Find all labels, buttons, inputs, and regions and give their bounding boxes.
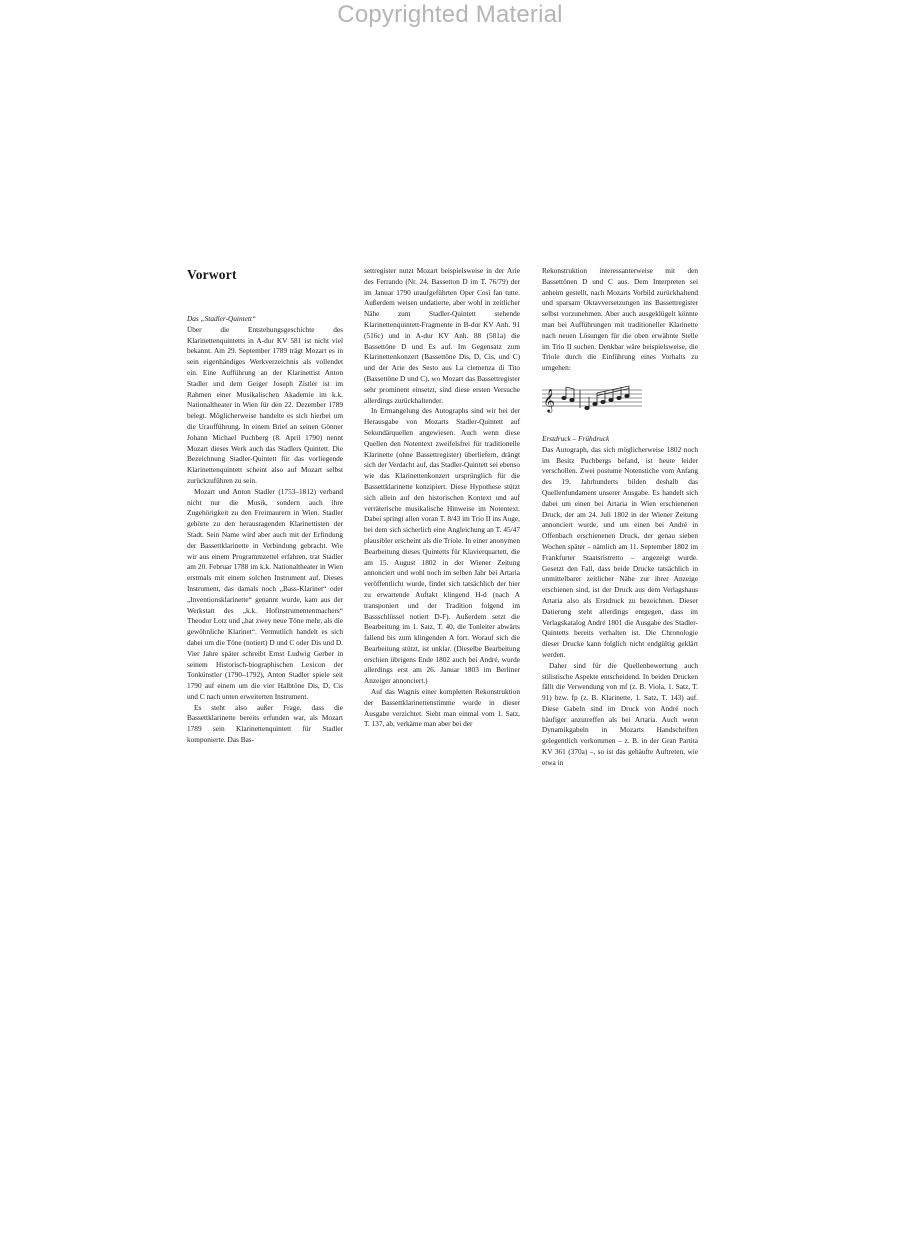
paragraph: Das Autograph, das sich möglicherweise 1802 noch im Besitz Puchbergs befand, ist heute leider verschollen. Zwei postume Notenstiche vom Anfang des 19. Jahrhunderts bilden deshalb das Quellenfundament unserer Ausgabe. Es handelt sich dabei um einen bei Artaria in Wien erschienenen Druck, der am 24. Juli 1802 in der Wiener Zeitung annonciert wurde, und um einen bei André in Offenbach erschienenen Druck, der genau sieben Wochen später – nämlich am 11. September 1802 im Frankfurter Staatsristretto – angezeigt wurde. Gesetzt den Fall, dass beide Drucke tatsächlich in unmittelbarer zeitlicher Nähe zur ihrer Anzeige erschienen sind, ist der Druck aus dem Verlagshaus Artaria also als Erstdruck zu bezeichnen. Dieser Datierung steht allerdings entgegen, dass im Verlagskatalog André 1801 die Ausgabe des Stadler-Quintetts bereits verhalten ist. Die Chronologie dieser Drucke kann folglich nicht endgültig geklärt werden. [542, 444, 698, 659]
section-subhead: Erstdruck – Frühdruck [542, 433, 610, 443]
music-example [542, 380, 698, 420]
text-column-1 [187, 266, 343, 746]
text-column-3 [542, 266, 698, 769]
watermark-text: Copyrighted Material [337, 1, 563, 28]
paragraph: Mozart und Anton Stadler (1753–1812) verband nicht nur die Musik, sondern auch ihre Zugehörigkeit zu den Freimaurern in Wien. Stadler gehörte zu den herausragenden Klarinettisten der Stadt. Sein Name wird aber auch mit der Erfindung der Bassettklarinette in Verbindung gebracht. Wie wir aus einem Programmzettel erfahren, trat Stadler am 20. Februar 1788 im k.k. Nationaltheater in Wien erstmals mit einem solchen Instrument auf. Dieses Instrument, das damals noch „Bass-Klarinet“ oder „Inventionsklarinette“ genannt wurde, kam aus der Werkstatt des „k.k. Hofinstrumentenmachers“ Theodor Lotz und „hat zwey neue Töne mehr, als die gewöhnliche Klarinet“. Vermutlich handelt es sich dabei um die Töne (notiert) D und C oder Dis und D. Vier Jahre später schreibt Ernst Ludwig Gerber in seinem Historisch-biographischen Lexicon der Tonkünstler (1790–1792), Anton Stadler spiele seit 1790 auf einem um die vier Halbtöne Dis, D, Cis und C nach unten erweiterten Instrument. [187, 486, 343, 701]
paragraph: Auf das Wagnis einer kompletten Rekonstruktion der Bassettklarinettenstimme wurde in dieser Ausgabe verzichtet. Sieht man einmal vom 1. Satz, T. 137, ab, verkäme man aber bei der [364, 687, 520, 729]
section-subhead: Das „Stadler-Quintett“ [187, 314, 256, 323]
text-column-2 [364, 266, 520, 730]
paragraph: In Ermangelung des Autographs sind wir bei der Herausgabe von Mozarts Stadler-Quintett auf Sekundärquellen angewiesen. Auch wenn diese Quellen den Notentext zweifelsfrei für traditionelle Klarinette (ohne Bassettregister) überliefern, drängt sich der Verdacht auf, das Stadler-Quintett sei ebenso wie das Klarinettenkonzert ursprünglich für die Bassettklarinette konzipiert. Diese Hypothese stützt sich allein auf den historischen Kontext und auf verräterische musikalische Hinweise im Notentext. Dabei springt allen voran T. 8/43 im Trio II ins Auge, bei dem sich sicherlich eine Angleichung an T. 45/47 plausibler erscheint als die Triole. In einer anonymen Bearbeitung dieses Quintetts für Klavierquartett, die am 15. August 1802 in der Wiener Zeitung annonciert und wohl noch im selben Jahr bei Artaria veröffentlicht wurde, findet sich tatsächlich der hier zu erwartende Auftakt klingend H-d (nach A transponiert und der Tradition folgend im Bassschlüssel notiert D-F). Außerdem setzt die Bearbeitung im 1. Satz, T. 40, die Tonleiter abwärts fallend bis zum klingenden A fort. Worauf sich die Bearbeitung stützt, ist unklar. (Dieselbe Bearbeitung erschien übrigens Ende 1802 auch bei André, wurde allerdings erst am 26. Januar 1803 im Berliner Anzeiger annonciert.) [364, 406, 520, 686]
svg-text:𝄞: 𝄞 [543, 387, 555, 412]
music-notation-icon [542, 380, 642, 416]
paragraph: Daher sind für die Quellenbewertung auch stilistische Aspekte entscheidend. In beiden Drucken fällt die Verwendung von mf (z. B. Viola, 1. Satz, T. 91) bzw. fp (z. B. Klarinette, 1. Satz, T. 143) auf. Diese Gabeln sind im Druck von André noch häufiger anzutreffen als bei Artaria. Auch wenn Dynamikgabeln in Mozarts Handschriften gelegentlich vorkommen – z. B. in der Gran Partita KV 361 (370a) –, so ist das gehäufte Auftreten, wie etwa in [542, 660, 698, 767]
paragraph: Es steht also außer Frage, dass die Bassettklarinette bereits erfunden war, als Mozart 1789 sein Klarinettenquintett für Stadler komponierte. Das Bas- [187, 702, 343, 745]
paragraph: Rekonstruktion interessanterweise mit den Bassettönen D und C aus. Dem Interpreten sei anheim gestellt, nach Mozarts Vorbild zurückhaltend und sparsam Oktavversetzungen ins Bassettregister selbst vorzunehmen. Aber auch ausgeklügelt könnte man bei Aufführungen mit traditioneller Klarinette nach neuen Lösungen für die oben erwähnte Stelle im Trio II suchen. Denkbar wäre beispielsweise, die Triole durch die Einführung eines Vorhalts zu umgehen: [542, 266, 698, 373]
page-heading: Vorwort [187, 267, 237, 282]
paragraph: Über die Entstehungsgeschichte des Klarinettenquintetts in A-dur KV 581 ist nicht viel bekannt. Am 29. September 1789 trägt Mozart es in sein eigenhändiges Werkverzeichnis als vollendet ein. Eine Aufführung an der Klarinettist Anton Stadler und dem Geiger Joseph Zistler ist im Rahmen einer Musikalischen Akademie im k.k. Nationaltheater in Wien für den 22. Dezember 1789 belegt. Möglicherweise handelte es sich hierbei um die Uraufführung. In einem Brief an seinen Gönner Johann Michael Puchberg (8. April 1790) nennt Mozart dieses Werk auch das Stadlers Quintett. Die Bezeichnung Stadler-Quintett für das vorliegende Klarinettenquintett scheint also auf Mozart selbst zurückzuführen zu sein. [187, 324, 343, 485]
paragraph: settregister nutzt Mozart beispielsweise in der Arie des Ferrando (Nr. 24, Bassetton D im T. 76/79) der im Januar 1790 uraufgeführten Oper Così fan tutte. Außerdem weisen undatierte, aber wohl in zeitlicher Nähe zum Stadler-Quintett stehende Klarinettenquintett-Fragmente in B-dur KV Anh. 91 (516c) und in A-dur KV Anh. 88 (581a) die Bassettöne D und Es auf. Im Gegensatz zum Klarinettenkonzert (Bassettöne Dis, D, Cis, und C) und der Arie des Sesto aus La clemenza di Tito (Bassettöne D und C), wo Mozart das Bassettregister sehr prominent einsetzt, sind diese ersten Versuche allerdings zurückhaltender. [364, 266, 520, 405]
